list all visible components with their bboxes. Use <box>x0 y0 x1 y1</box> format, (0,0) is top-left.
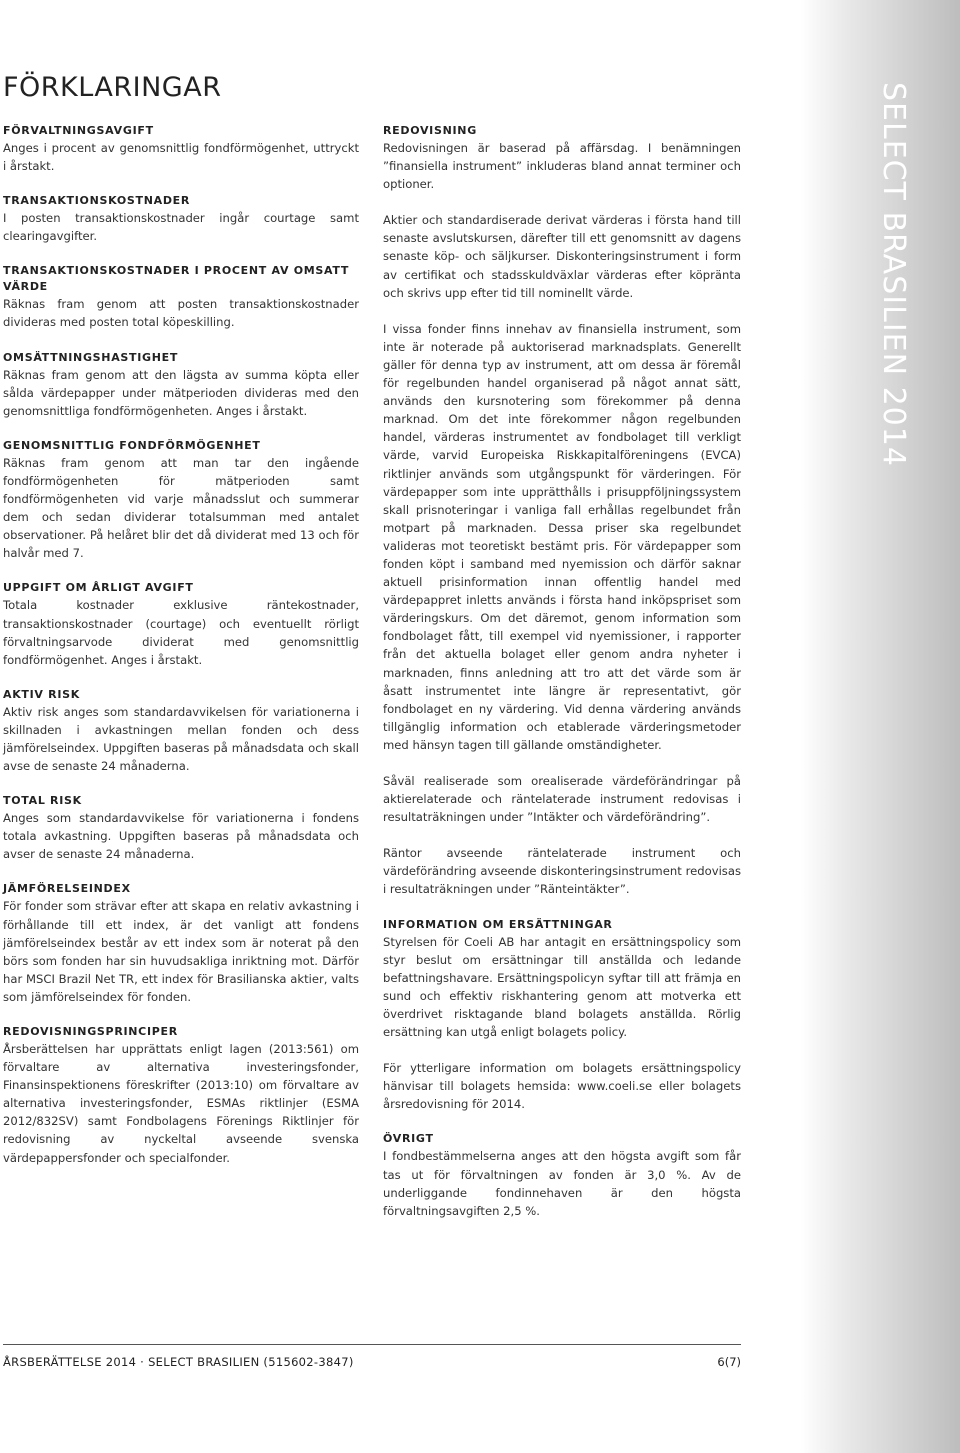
section-paragraph: Styrelsen för Coeli AB har antagit en ersättningspolicy som styr beslut om ersättningar till anställda och ledande befattningshavare. Ersättningspolicyn syftar till att främja en sund och effektiv riskhantering genom att motverka ett överdrivet risktagande bland bolagets anställda. Rörlig ersättning kan utgå enligt bolagets policy. <box>383 934 741 1040</box>
section-paragraph: I fondbestämmelserna anges att den högsta avgift som får tas ut för förvaltningen av fonden är 3,0 %. Av de underliggande fondinnehaven är den högsta förvaltningsavgiften 2,5 %. <box>383 1149 741 1218</box>
footer-page-number: 6(7) <box>717 1355 741 1369</box>
section-body: Räknas fram genom att man tar den ingående fondförmögenheten för mätperioden samt fondförmögenheten vid varje månadsslut och summerar dem och sedan dividerar totalsumman med antalet observationer. På helåret blir det då dividerat med 13 och för halvår med 7. <box>3 455 359 561</box>
footer-report-title: ÅRSBERÄTTELSE 2014 · SELECT BRASILIEN (515602-3847) <box>3 1355 354 1369</box>
section-paragraph: Räntor avseende räntelaterade instrument och värdeförändring avseende diskonteringsinstrument redovisas i resultaträkningen under ”Ränteintäkter”. <box>383 846 741 897</box>
section-heading: FÖRVALTNINGSAVGIFT <box>3 124 154 137</box>
section-paragraph: Redovisningen är baserad på affärsdag. I benämningen ”finansiella instrument” inkluderas bland annat terminer och optioner. <box>383 141 741 192</box>
section-heading: TRANSAKTIONSKOSTNADER <box>3 194 191 208</box>
section-heading: TRANSAKTIONSKOSTNADER I PROCENT AV OMSATT VÄRDE <box>3 264 350 294</box>
section-heading: INFORMATION OM ERSÄTTNINGAR <box>383 917 613 931</box>
section-total-risk <box>3 793 359 863</box>
section-heading: AKTIV RISK <box>3 687 80 701</box>
section-information-om-ersattningar <box>383 917 741 1114</box>
left-column <box>3 123 359 1167</box>
section-paragraph: Aktier och standardiserade derivat värderas i första hand till senaste avslutskursen, därefter till ett genomsnitt av dagens senaste köp- och säljkurser. Diskonteringsinstrument i form av certifikat och stadsskuldväxlar värderas efter köpränta och skrivs upp efter tid till nominellt värde. <box>383 213 741 300</box>
section-body: Årsberättelsen har upprättats enligt lagen (2013:561) om förvaltare av alternativa investeringsfonder, Finansinspektionens föreskrifter (2013:10) om förvaltare av alternativa investeringsfonder, ESMAs riktlinjer (ESMA 2012/832SV) samt Fondbolagens Förenings Riktlinjer för redovisning av nyckeltal avseende svenska värdepappersfonder och specialfonder. <box>3 1042 359 1165</box>
section-heading: UPPGIFT OM ÅRLIGT AVGIFT <box>3 581 194 595</box>
section-body: Räknas fram genom att posten transaktionskostnader divideras med posten total köpeskilling. <box>3 297 359 330</box>
section-heading: REDOVISNINGSPRINCIPER <box>3 1025 178 1038</box>
footer-divider <box>3 1344 741 1345</box>
section-omsattningshastighet <box>3 350 359 420</box>
section-jamforelseindex <box>3 881 359 1006</box>
section-redovisningsprinciper <box>3 1024 359 1167</box>
section-body: I posten transaktionskostnader ingår courtage samt clearingavgifter. <box>3 211 359 244</box>
section-heading: REDOVISNING <box>383 124 477 137</box>
section-transaktionskostnader-procent <box>3 263 359 331</box>
section-heading: GENOMSNITTLIG FONDFÖRMÖGENHET <box>3 438 261 452</box>
side-banner-title: SELECT BRASILIEN 2014 <box>876 82 911 467</box>
section-paragraph: I vissa fonder finns innehav av finansiella instrument, som inte är noterade på auktoriserad marknadsplats. Generellt gäller för denna typ av instrument, att om dessa är föremål för regelbunden handel organiserad på något annat sätt, används den kursnotering som förekommer på denna marknad. Om det inte förekommer någon regelbunden handel, värderas instrumentet av fondbolaget till verkligt värde, varvid Europeiska Riskkapitalföreningens (EVCA) riktlinjer används som utgångspunkt för värderingen. För värdepapper som inte upprätthålls i prisuppföljningssystem skall prisnoteringar i vanliga fall erhållas regelbundet från motpart på marknaden. Dessa priser ska regelbundet valideras mot teoretiskt bestämt pris. För värdepapper som fonden köpt i samband med nyemission och därför saknar aktuell prisinformation innan offentlig handel med värdepappret inletts används i första hand inköpspriset som värderingskurs. Om det däremot, genom information som fondbolaget fått, till exempel vid nyemissioner, i rapporter från det aktuella bolaget eller genom andra nyheter i marknaden, finns anledning att tro att det värde som är åsatt instrumentet inte längre är representativt, gör fondbolaget en ny värdering. Vid denna värdering används tillgänglig information och etablerade värderingsmetoder med hänsyn tagen till gällande omständigheter. <box>383 321 741 752</box>
section-body: Anges som standardavvikelse för variationerna i fondens totala avkastning. Uppgiften baseras på månadsdata och avser de senaste 24 månaderna. <box>3 811 359 862</box>
section-heading: JÄMFÖRELSEINDEX <box>3 882 131 896</box>
section-heading: OMSÄTTNINGSHASTIGHET <box>3 350 179 364</box>
section-paragraph: Såväl realiserade som orealiserade värdeförändringar på aktierelaterade och räntelaterade instrument redovisas i resultaträkningen under ”Intäkter och värdeförändring”. <box>383 774 741 825</box>
section-body: Totala kostnader exklusive räntekostnader, transaktionskostnader (courtage) och eventuellt rörligt förvaltningsarvode dividerat med genomsnittlig fondförmögenhet. Anges i årstakt. <box>3 598 359 667</box>
section-heading: TOTAL RISK <box>3 794 82 808</box>
section-genomsnittlig-fondformogenhet <box>3 438 359 563</box>
section-body: För fonder som strävar efter att skapa en relativ avkastning i förhållande till ett index, är det vanligt att fondens jämförelseindex består av ett index som är noterat på den börs som fonden har sin huvudsakliga inriktning mot. Därför har MSCI Brazil Net TR, ett index för Brasilianska aktier, valts som jämförelseindex för fonden. <box>3 899 359 1004</box>
section-redovisning <box>383 123 741 899</box>
section-body: Anges i procent av genomsnittlig fondförmögenhet, uttryckt i årstakt. <box>3 141 359 174</box>
section-forvaltningsavgift <box>3 123 359 175</box>
section-paragraph: För ytterligare information om bolagets ersättningspolicy hänvisar till bolagets hemsida: www.coeli.se eller bolagets årsredovisning för 2014. <box>383 1061 741 1112</box>
section-ovrigt <box>383 1131 741 1219</box>
section-uppgift-om-arligt-avgift <box>3 580 359 668</box>
section-body: Aktiv risk anges som standardavvikelsen för variationerna i skillnaden i avkastningen mellan fonden och dess jämförelseindex. Uppgiften baseras på månadsdata och skall avse de senaste 24 månaderna. <box>3 704 359 774</box>
right-column <box>383 123 741 1220</box>
page-title: FÖRKLARINGAR <box>3 72 222 103</box>
section-transaktionskostnader <box>3 193 359 245</box>
section-heading: ÖVRIGT <box>383 1132 434 1146</box>
section-body: Räknas fram genom att den lägsta av summa köpta eller sålda värdepapper under mätperioden divideras med den genomsnittliga fondförmögenheten. Anges i årstakt. <box>3 367 359 418</box>
section-aktiv-risk <box>3 687 359 775</box>
